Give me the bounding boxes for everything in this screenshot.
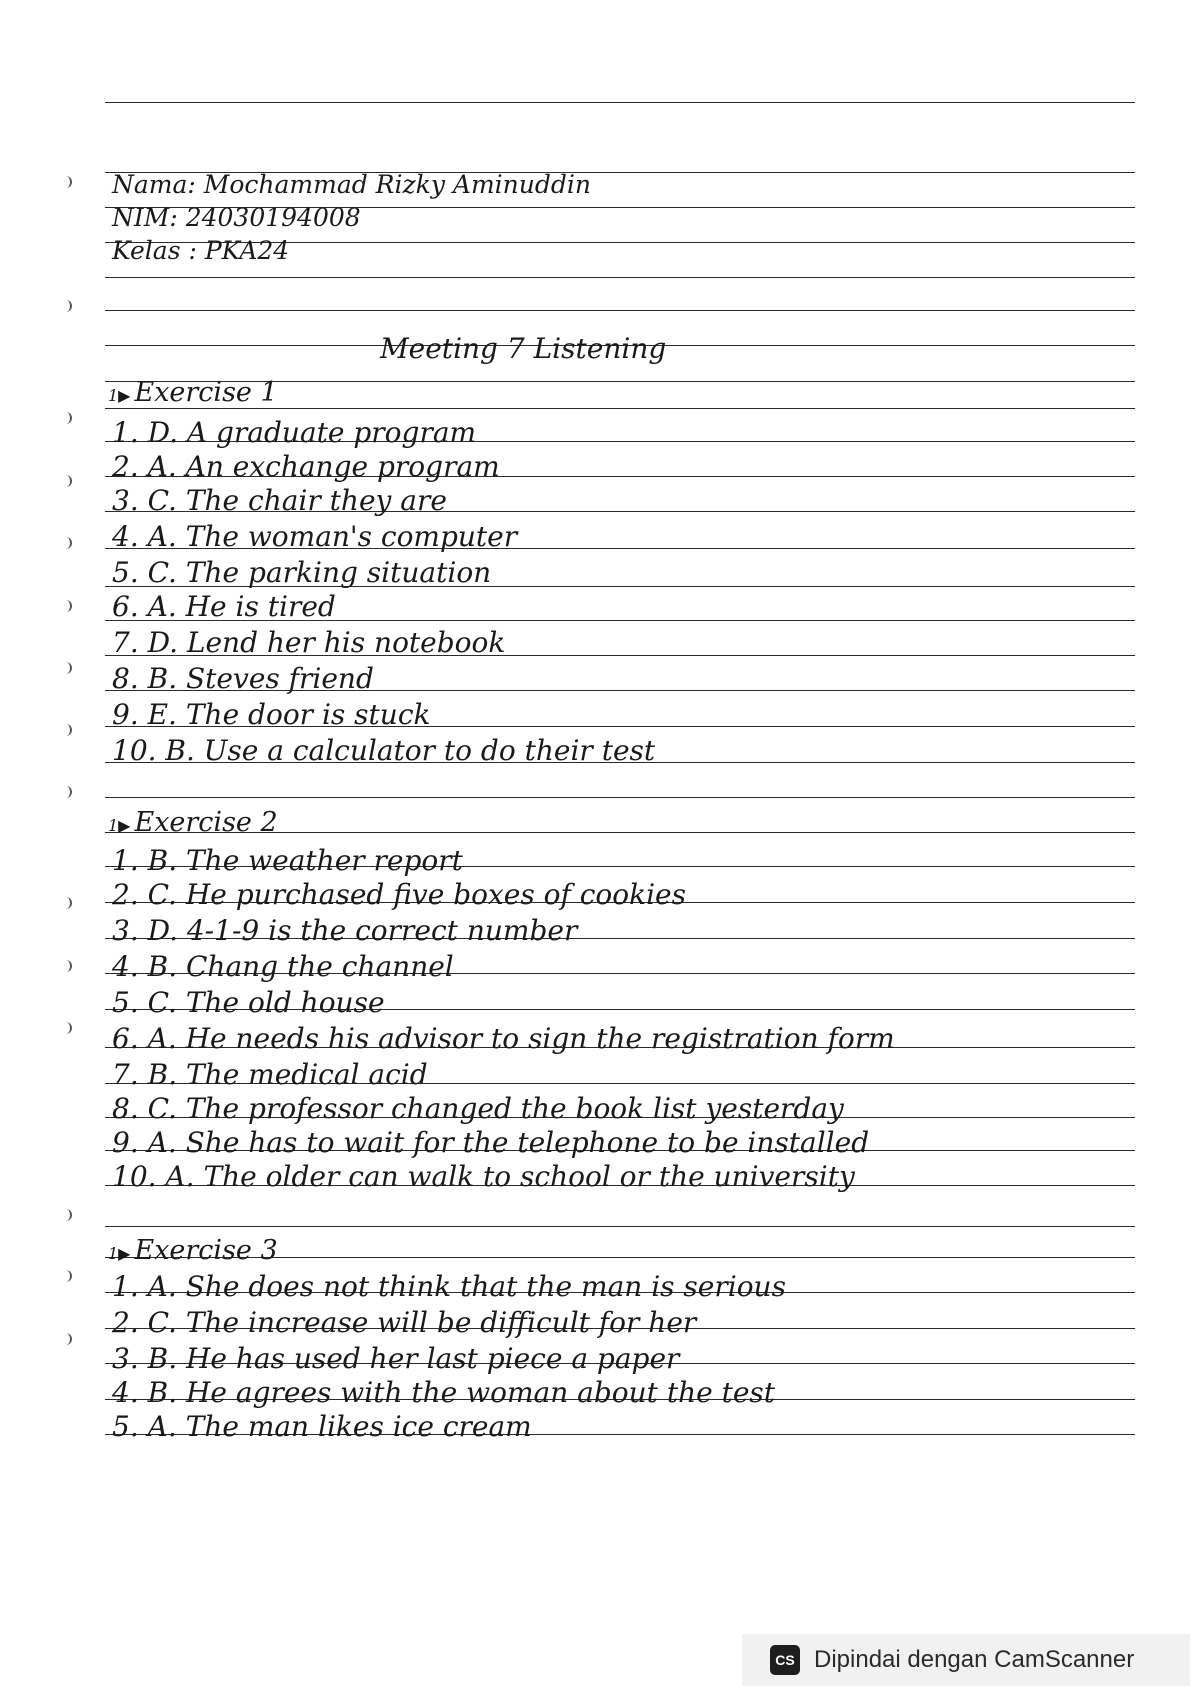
- binding-hole: [64, 300, 72, 312]
- exercise-1-answer-1: 1. D. A graduate program: [112, 416, 477, 449]
- student-nim: NIM: 24030194008: [112, 203, 361, 232]
- exercise-3-answer-2: 2. C. The increase will be difficult for her: [112, 1306, 697, 1339]
- binding-hole: [64, 786, 72, 798]
- exercise-1-answer-5: 5. C. The parking situation: [112, 556, 492, 589]
- student-name: Nama: Mochammad Rizky Aminuddin: [112, 170, 591, 199]
- exercise-3-answer-5: 5. A. The man likes ice cream: [112, 1410, 532, 1443]
- exercise-1-answer-9: 9. E. The door is stuck: [112, 698, 431, 731]
- exercise-2-answer-6: 6. A. He needs his advisor to sign the registration form: [112, 1022, 895, 1055]
- binding-hole: [64, 176, 72, 188]
- binding-hole: [64, 475, 72, 487]
- exercise-1-title: Exercise 1: [134, 377, 278, 408]
- exercise-3-answer-1: 1. A. She does not think that the man is serious: [112, 1270, 786, 1303]
- binding-hole: [64, 600, 72, 612]
- exercise-2-heading: [108, 808, 278, 841]
- exercise-2-title: Exercise 2: [134, 807, 278, 838]
- binding-hole: [64, 537, 72, 549]
- exercise-1-answer-4: 4. A. The woman's computer: [112, 520, 518, 553]
- binding-hole: [64, 960, 72, 972]
- camscanner-watermark: [742, 1634, 1190, 1686]
- ruled-line: [105, 310, 1135, 311]
- exercise-2-answer-1: 1. B. The weather report: [112, 844, 463, 877]
- exercise-2-answer-8: 8. C. The professor changed the book list yesterday: [112, 1092, 844, 1125]
- exercise-2-answer-9: 9. A. She has to wait for the telephone to be installed: [112, 1126, 870, 1159]
- ruled-line: [105, 797, 1135, 798]
- exercise-3-answer-3: 3. B. He has used her last piece a paper: [112, 1342, 680, 1375]
- exercise-1-answer-3: 3. C. The chair they are: [112, 484, 447, 517]
- exercise-3-title: Exercise 3: [134, 1235, 278, 1266]
- camscanner-logo: CS: [770, 1645, 800, 1675]
- binding-hole: [64, 1209, 72, 1221]
- exercise-1-heading: [108, 378, 278, 411]
- exercise-2-answer-2: 2. C. He purchased five boxes of cookies: [112, 878, 686, 911]
- binding-hole: [64, 724, 72, 736]
- student-class: Kelas : PKA24: [112, 236, 290, 265]
- exercise-marker: 1▶: [108, 1244, 131, 1263]
- page-title: Meeting 7 Listening: [380, 332, 667, 365]
- exercise-1-answer-10: 10. B. Use a calculator to do their test: [112, 734, 656, 767]
- exercise-2-answer-3: 3. D. 4-1-9 is the correct number: [112, 914, 578, 947]
- exercise-2-answer-5: 5. C. The old house: [112, 986, 385, 1019]
- binding-hole: [64, 1022, 72, 1034]
- exercise-3-heading: [108, 1236, 278, 1269]
- ruled-line: [105, 277, 1135, 278]
- binding-hole: [64, 662, 72, 674]
- exercise-1-answer-2: 2. A. An exchange program: [112, 450, 500, 483]
- exercise-2-answer-4: 4. B. Chang the channel: [112, 950, 454, 983]
- binding-hole: [64, 897, 72, 909]
- exercise-1-answer-8: 8. B. Steves friend: [112, 662, 374, 695]
- ruled-line: [105, 102, 1135, 103]
- camscanner-label: Dipindai dengan CamScanner: [814, 1646, 1135, 1673]
- exercise-1-answer-6: 6. A. He is tired: [112, 590, 336, 623]
- exercise-3-answer-4: 4. B. He agrees with the woman about the test: [112, 1376, 776, 1409]
- exercise-2-answer-10: 10. A. The older can walk to school or the university: [112, 1160, 855, 1193]
- binding-hole: [64, 412, 72, 424]
- binding-hole: [64, 1333, 72, 1345]
- ruled-line: [105, 1226, 1135, 1227]
- exercise-2-answer-7: 7. B. The medical acid: [112, 1058, 428, 1091]
- exercise-marker: 1▶: [108, 386, 131, 405]
- binding-hole: [64, 1270, 72, 1282]
- exercise-1-answer-7: 7. D. Lend her his notebook: [112, 626, 506, 659]
- exercise-marker: 1▶: [108, 816, 131, 835]
